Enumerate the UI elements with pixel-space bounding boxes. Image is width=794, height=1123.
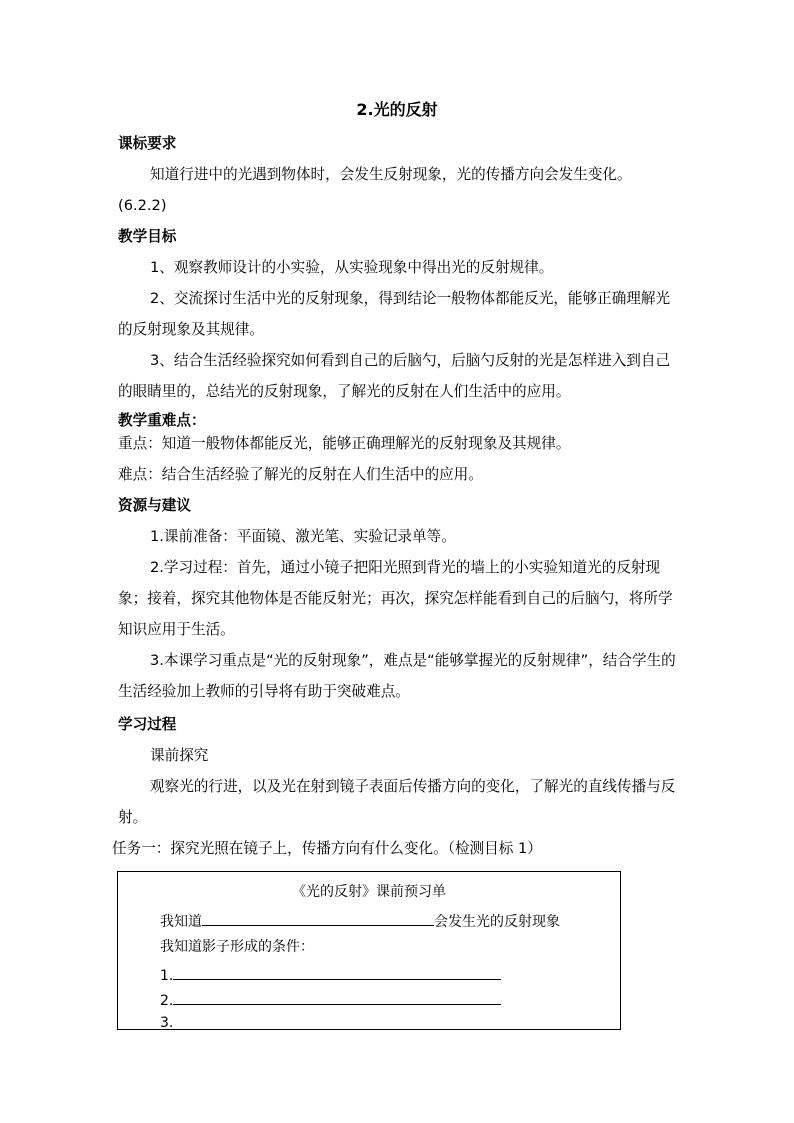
heading-key-points: 教学重难点： <box>118 412 206 429</box>
pre-class-exploration-text: 观察光的行进，以及光在射到镜子表面后传播方向的变化，了解光的直线传播与反射。 <box>118 778 676 826</box>
blank-line-1[interactable] <box>202 911 434 926</box>
worksheet-item-3-number: 3. <box>160 1015 174 1031</box>
task-one-text: 任务一：探究光照在镜子上，传播方向有什么变化。（检测目标 1） <box>112 840 542 857</box>
resource-item-1: 1.课前准备：平面镜、激光笔、实验记录单等。 <box>150 528 456 545</box>
key-point-text: 重点：知道一般物体都能反光，能够正确理解光的反射现象及其规律。 <box>118 435 571 452</box>
worksheet-line-1-suffix: 会发生光的反射现象 <box>434 914 560 930</box>
curriculum-standard-text: 知道行进中的光遇到物体时，会发生反射现象，光的传播方向会发生变化。(6.2.2) <box>118 166 632 214</box>
difficult-point-text: 难点：结合生活经验了解光的反射在人们生活中的应用。 <box>118 466 483 483</box>
heading-learning-process: 学习过程 <box>118 716 177 733</box>
preview-worksheet-box <box>117 871 621 1030</box>
worksheet-item-2 <box>160 990 501 1010</box>
heading-teaching-goals: 教学目标 <box>118 228 177 245</box>
worksheet-line-2: 我知道影子形成的条件： <box>160 939 314 955</box>
worksheet-line-1 <box>160 911 560 931</box>
worksheet-title: 《光的反射》课前预习单 <box>292 884 446 900</box>
worksheet-item-3 <box>160 1014 173 1032</box>
worksheet-item-1 <box>160 965 501 985</box>
teaching-goal-1: 1、观察教师设计的小实验，从实验现象中得出光的反射规律。 <box>150 259 554 276</box>
pre-class-exploration-label: 课前探究 <box>150 747 209 764</box>
blank-line-item-1[interactable] <box>173 965 501 980</box>
resource-item-3: 3.本课学习重点是“光的反射现象”，难点是“能够掌握光的反射规律”，结合学生的生活经验加上教师的引导将有助于突破难点。 <box>118 652 676 700</box>
worksheet-line-1-prefix: 我知道 <box>160 914 202 930</box>
worksheet-item-2-number: 2. <box>160 993 174 1009</box>
resource-item-2: 2.学习过程：首先，通过小镜子把阳光照到背光的墙上的小实验知道光的反射现象；接着，探究其他物体是否能反射光；再次，探究怎样能看到自己的后脑勺，将所学知识应用于生活。 <box>118 559 673 638</box>
blank-line-item-2[interactable] <box>173 990 501 1005</box>
document-title: 2.光的反射 <box>356 100 438 119</box>
heading-curriculum-standard: 课标要求 <box>118 135 177 152</box>
heading-resources: 资源与建议 <box>118 497 191 514</box>
teaching-goal-2: 2、交流探讨生活中光的反射现象，得到结论一般物体都能反光，能够正确理解光的反射现象及其规律。 <box>118 290 671 338</box>
teaching-goal-3: 3、结合生活经验探究如何看到自己的后脑勺，后脑勺反射的光是怎样进入到自己的眼睛里的，总结光的反射现象，了解光的反射在人们生活中的应用。 <box>118 352 671 400</box>
worksheet-item-1-number: 1. <box>160 968 174 984</box>
